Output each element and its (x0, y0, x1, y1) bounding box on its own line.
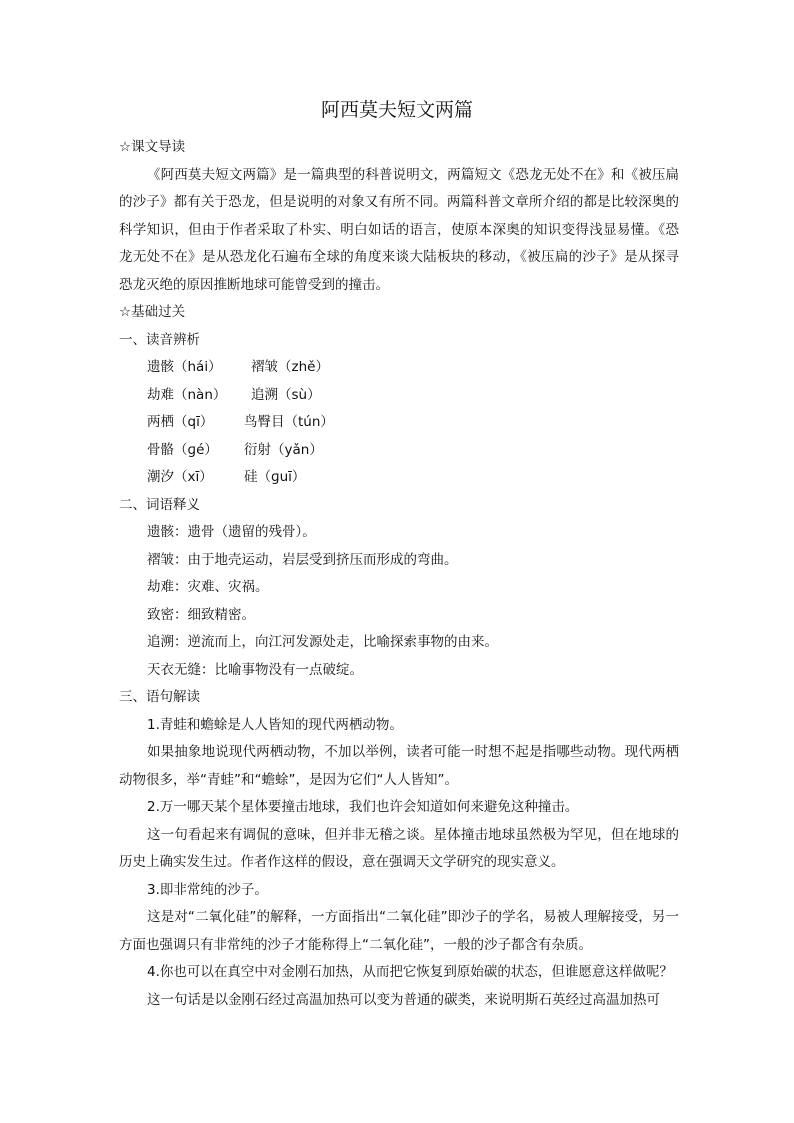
pronunciation-word: 劫难（nàn） (147, 386, 227, 403)
analysis-sentence: 1.青蛙和蟾蜍是人人皆知的现代两栖动物。 (147, 716, 403, 733)
section-header-basic: ☆基础过关 (119, 304, 186, 320)
pronunciation-row (119, 409, 679, 437)
pronunciation-word: 鸟臀目（tún） (244, 414, 334, 430)
pronunciation-word: 硅（ɡuī） (244, 469, 306, 485)
part1-heading: 一、读音辨析 (119, 331, 200, 348)
pronunciation-row (119, 354, 679, 382)
definition-item: 褶皱：由于地壳运动，岩层受到挤压而形成的弯曲。 (147, 551, 458, 568)
pronunciation-word: 衍射（yǎn） (244, 441, 323, 458)
definition-item: 劫难：灾难、灾祸。 (147, 579, 269, 595)
pronunciation-word: 褶皱（zhě） (251, 359, 329, 375)
pronunciation-row (119, 382, 679, 410)
analysis-sentence: 4.你也可以在真空中对金刚石加热，从而把它恢复到原始碳的状态，但谁愿意这样做呢？ (147, 964, 673, 980)
pronunciation-row (119, 464, 679, 492)
analysis-explanation: 这一句看起来有调侃的意味，但并非无稽之谈。星体撞击地球虽然极为罕见，但在地球的历史上确实发生过。作者作这样的假设，意在强调天文学研究的现实意义。 (119, 826, 679, 870)
document-body (119, 134, 679, 1014)
part3-heading: 三、语句解读 (119, 689, 200, 705)
definition-item: 遗骸：遗骨（遗留的残骨）。 (147, 524, 316, 540)
analysis-explanation: 这是对“二氧化硅”的解释，一方面指出“二氧化硅”即沙子的学名，易被人理解接受，另一方面也强调只有非常纯的沙子才能称得上“二氧化硅”，一般的沙子都含有杂质。 (119, 909, 679, 953)
pronunciation-word: 潮汐（xī） (147, 469, 213, 485)
definition-item: 天衣无缝：比喻事物没有一点破绽。 (147, 661, 363, 678)
section-header-intro: ☆课文导读 (119, 139, 186, 155)
analysis-sentence: 3.即非常纯的沙子。 (147, 881, 268, 898)
pronunciation-word: 骨骼（ɡé） (147, 441, 218, 458)
analysis-sentence: 2.万一哪天某个星体要撞击地球，我们也许会知道如何来避免这种撞击。 (147, 799, 579, 815)
pronunciation-word: 追溯（sù） (251, 386, 321, 403)
pronunciation-row (119, 437, 679, 465)
intro-paragraph: 《阿西莫夫短文两篇》是一篇典型的科普说明文，两篇短文《恐龙无处不在》和《被压扁的沙子》都有关于恐龙，但是说明的对象又有所不同。两篇科普文章所介绍的都是比较深奥的科学知识，但由于作者采取了朴实、明白如话的语言，使原本深奥的知识变得浅显易懂。《恐龙无处不在》是从恐龙化石遍布全球的角度来谈大陆板块的移动，《被压扁的沙子》是从探寻恐龙灭绝的原因推断地球可能曾受到的撞击。 (119, 166, 679, 293)
document-title: 阿西莫夫短文两篇 (320, 99, 473, 121)
analysis-explanation: 如果抽象地说现代两栖动物，不加以举例，读者可能一时想不起是指哪些动物。现代两栖动物很多，举“青蛙”和“蟾蜍”，是因为它们“人人皆知”。 (119, 744, 679, 788)
definition-item: 追溯：逆流而上，向江河发源处走，比喻探索事物的由来。 (147, 634, 498, 650)
analysis-explanation: 这一句话是以金刚石经过高温加热可以变为普通的碳类，来说明斯石英经过高温加热可 (147, 991, 660, 1008)
pronunciation-word: 两栖（qī） (147, 414, 214, 430)
pronunciation-word: 遗骸（hái） (147, 359, 222, 375)
part2-heading: 二、词语释义 (119, 496, 200, 513)
definition-item: 致密：细致精密。 (147, 606, 255, 623)
